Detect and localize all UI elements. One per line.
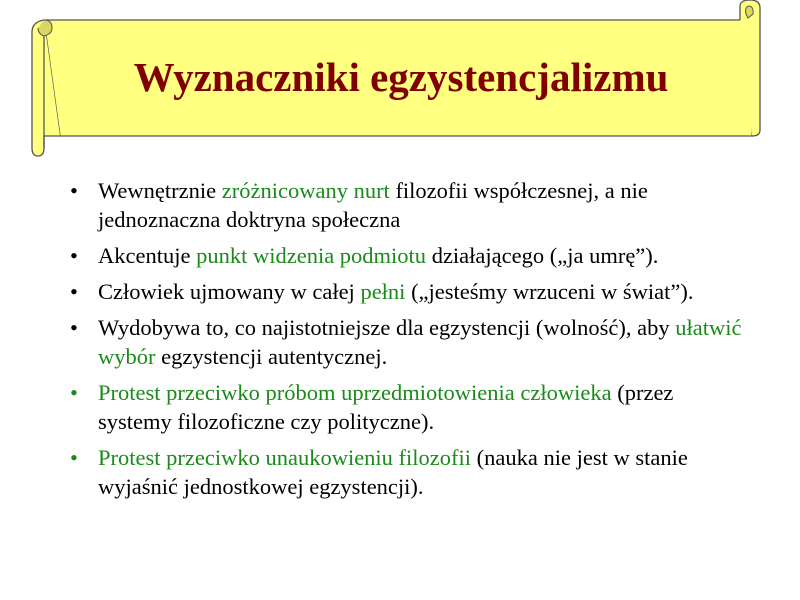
bullet-text: filozofii współczesnej, a nie jednoznaczna doktryna społeczna bbox=[98, 178, 648, 232]
bullet-text: działającego („ja umrę”). bbox=[426, 243, 659, 268]
bullet-item bbox=[72, 443, 743, 501]
bullet-text: Akcentuje bbox=[98, 243, 197, 268]
highlighted-text: ułatwić wybór bbox=[98, 315, 742, 369]
bullet-item bbox=[72, 378, 743, 436]
bullet-icon: • bbox=[70, 279, 78, 304]
bullet-icon: • bbox=[70, 243, 78, 268]
highlighted-text: Protest przeciwko unaukowieniu filozofii bbox=[98, 445, 472, 470]
bullet-item bbox=[72, 241, 743, 270]
bullet-text: egzystencji autentycznej. bbox=[155, 344, 388, 369]
bullet-text: (przez systemy filozoficzne czy polityczne). bbox=[98, 380, 674, 434]
highlighted-text: Protest przeciwko próbom uprzedmiotowienia człowieka bbox=[98, 380, 612, 405]
bullet-item bbox=[72, 313, 743, 371]
bullet-icon: • bbox=[70, 315, 78, 340]
bullet-icon: • bbox=[70, 445, 78, 470]
bullet-text: („jesteśmy wrzuceni w świat”). bbox=[405, 279, 694, 304]
highlighted-text: punkt widzenia podmiotu bbox=[196, 243, 427, 268]
bullet-text: Człowiek ujmowany w całej bbox=[98, 279, 361, 304]
bullet-item bbox=[72, 176, 743, 234]
highlighted-text: zróżnicowany nurt bbox=[221, 178, 390, 203]
slide-title: Wyznaczniki egzystencjalizmu bbox=[133, 54, 669, 100]
bullet-text: (nauka nie jest w stanie wyjaśnić jednostkowej egzystencji). bbox=[98, 445, 688, 499]
bullet-icon: • bbox=[70, 178, 78, 203]
bullet-item bbox=[72, 277, 743, 306]
bullet-icon: • bbox=[70, 380, 78, 405]
bullet-list bbox=[72, 176, 752, 508]
highlighted-text: pełni bbox=[360, 279, 406, 304]
bullet-text: Wewnętrznie bbox=[98, 178, 222, 203]
bullet-text: Wydobywa to, co najistotniejsze dla egzystencji (wolność), aby bbox=[98, 315, 676, 340]
